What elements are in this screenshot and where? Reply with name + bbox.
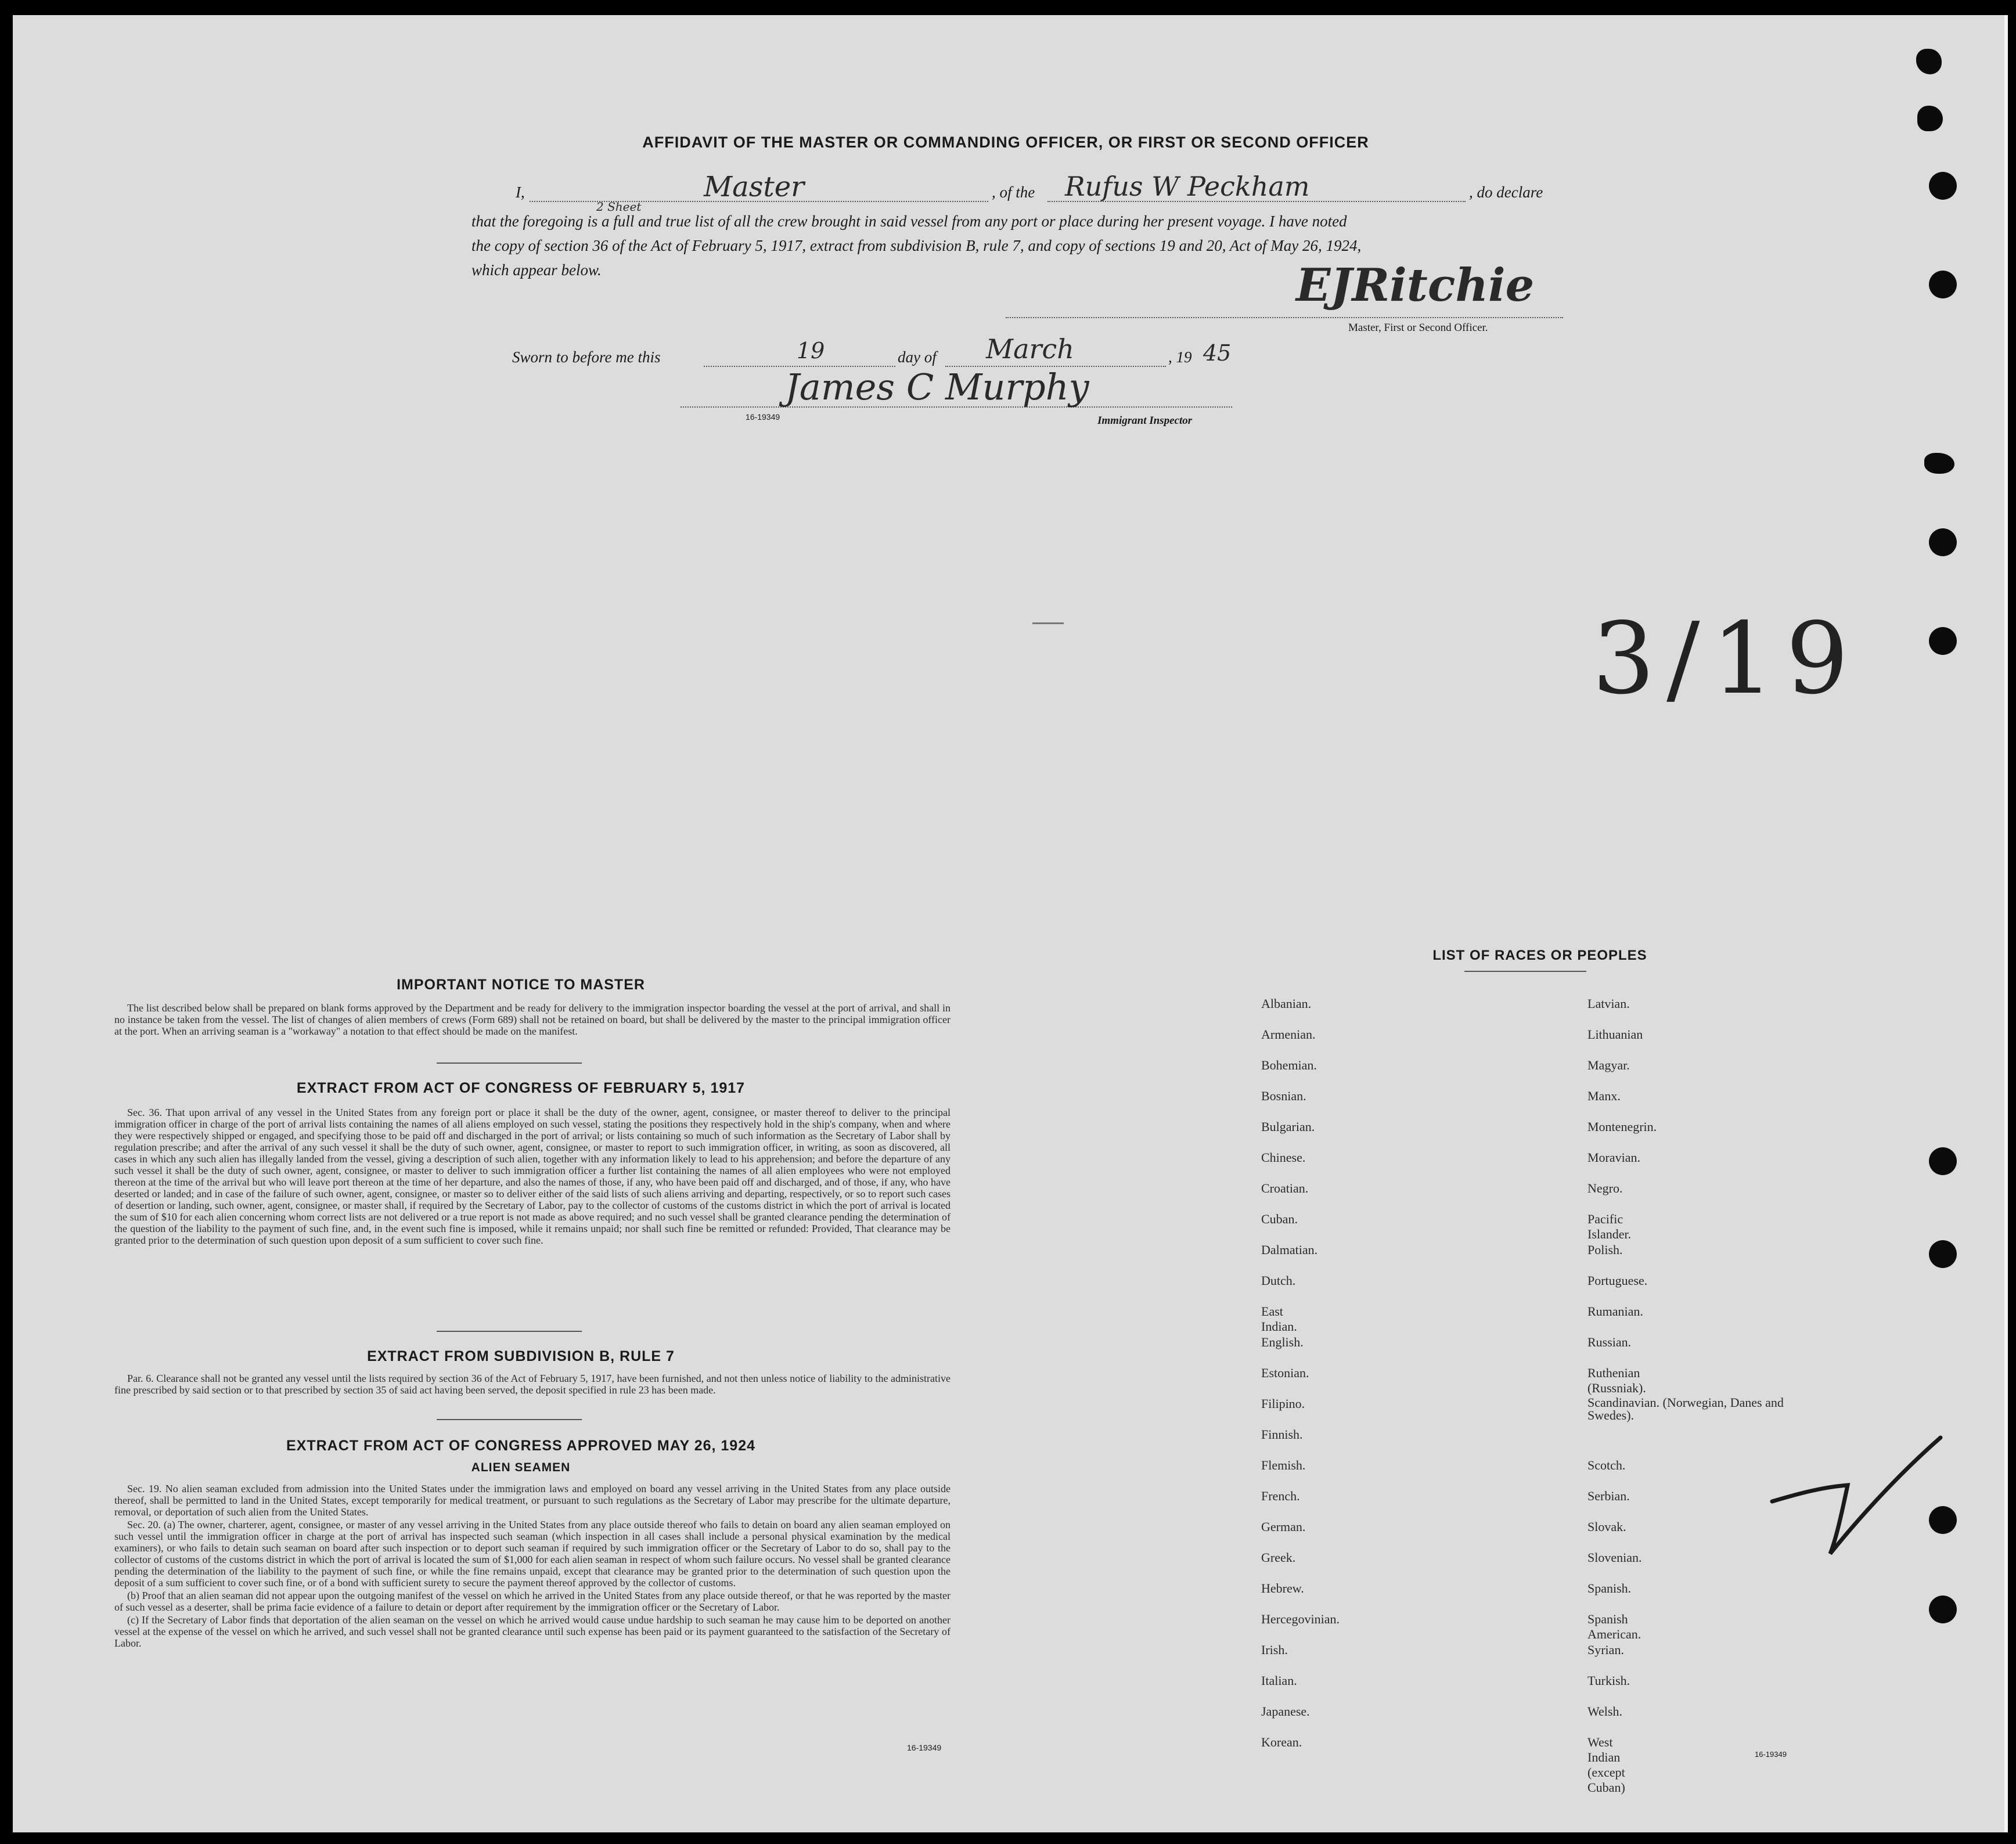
- race-item: Bosnian.: [1261, 1089, 1306, 1103]
- extract-1924-heading: EXTRACT FROM ACT OF CONGRESS APPROVED MAY 26, 1924: [286, 1438, 756, 1454]
- punch-hole: [1929, 172, 1957, 200]
- of-the-label: , of the: [992, 183, 1035, 201]
- race-item: Japanese.: [1261, 1704, 1310, 1719]
- punch-hole: [1929, 271, 1957, 298]
- punch-hole: [1929, 1240, 1957, 1268]
- sworn-day-value: 19: [797, 338, 825, 363]
- race-item: French.: [1261, 1489, 1300, 1503]
- race-item: Korean.: [1261, 1735, 1302, 1749]
- form-number-bottom-right: 16-19349: [1755, 1750, 1787, 1759]
- sworn-day-field[interactable]: [704, 338, 895, 367]
- divider: [437, 1063, 582, 1064]
- punch-hole: [1929, 1506, 1957, 1534]
- affidavit-body-line-1: that the foregoing is a full and true list of all the crew brought in said vessel from any port or place during her present voyage. I have noted: [471, 213, 1347, 230]
- sec20c-paragraph: (c) If the Secretary of Labor finds that deportation of the alien seaman on the vessel on which he arrived would cause undue hardship to such seaman he may cause him to be deported on another vessel at the expense of the vessel on which he arrived, and such vessel shall not be granted clearance until such expense has been paid or its payment guaranteed to the satisfaction of the Secretary of Labor.: [114, 1614, 951, 1649]
- race-item: Montenegrin.: [1587, 1119, 1657, 1134]
- race-item: Scandinavian. (Norwegian, Danes and Swedes).: [1587, 1395, 1784, 1422]
- race-item: East Indian.: [1261, 1304, 1297, 1334]
- race-item: Ruthenian (Russniak).: [1587, 1366, 1646, 1395]
- master-caption: Master, First or Second Officer.: [1348, 322, 1488, 334]
- affidavit-body-line-2: the copy of section 36 of the Act of February 5, 1917, extract from subdivision B, rule 7, and copy of sections 19 and 20, Act of May 26, 1924,: [471, 237, 1362, 254]
- stray-mark: [1032, 622, 1064, 624]
- race-item: Spanish American.: [1587, 1612, 1641, 1641]
- affidavit-title: AFFIDAVIT OF THE MASTER OR COMMANDING OFFICER, OR FIRST OR SECOND OFFICER: [642, 134, 1369, 151]
- race-item: Hebrew.: [1261, 1581, 1304, 1596]
- race-item: Pacific Islander.: [1587, 1212, 1632, 1241]
- day-of-label: day of: [898, 348, 937, 366]
- rule7-text: [114, 1373, 951, 1397]
- race-item: Latvian.: [1587, 996, 1630, 1011]
- race-item: German.: [1261, 1519, 1306, 1534]
- year-suffix: 45: [1203, 340, 1232, 366]
- extract-1917-text: [114, 1107, 951, 1247]
- extract-1917-heading: EXTRACT FROM ACT OF CONGRESS OF FEBRUARY 5, 1917: [296, 1080, 746, 1096]
- officer-title-value: Master: [704, 171, 805, 203]
- race-item: Russian.: [1587, 1335, 1632, 1349]
- sheet-annotation: 2 Sheet: [596, 200, 642, 214]
- punch-hole: [1929, 1147, 1957, 1175]
- race-item: Moravian.: [1587, 1150, 1641, 1165]
- race-item: Dutch.: [1261, 1273, 1296, 1288]
- race-item: Rumanian.: [1587, 1304, 1643, 1319]
- race-item: Welsh.: [1587, 1704, 1622, 1719]
- sec20a-paragraph: Sec. 20. (a) The owner, charterer, agent, consignee, or master of any vessel arriving in the United States from any place outside thereof who fails to detain on board any alien seaman employed on such vessel until the immigration officer in charge at the port of arrival has inspected such seaman (which inspection in all cases shall include a personal physical examination by the medical examiners), or who fails to detain such seaman on board after such inspection or to deport such seaman if required by such immigration officer or the Secretary of Labor to do so, shall pay to the collector of customs of the customs district in which the port of arrival is located the sum of $1,000 for each alien seaman in respect of whom such failure occurs. No vessel shall be granted clearance pending the determination of the liability to the payment of such fine, or while the fine remains unpaid, except that clearance may be granted prior to the determination of such question upon the deposit of a sum sufficient to cover such fine, or of a bond with sufficient surety to secure the payment thereof approved by the collector of customs.: [114, 1519, 951, 1589]
- race-item: Slovak.: [1587, 1519, 1626, 1534]
- vessel-name-value: Rufus W Peckham: [1065, 171, 1310, 202]
- divider: [437, 1331, 582, 1332]
- race-item: Greek.: [1261, 1550, 1296, 1565]
- race-item: Syrian.: [1587, 1643, 1624, 1657]
- race-item: Turkish.: [1587, 1673, 1630, 1688]
- sec19-paragraph: Sec. 19. No alien seaman excluded from admission into the United States under the immigration laws and employed on board any vessel arriving in the United States from any place outside thereof, shall be permitted to land in the United States, except temporarily for medical treatment, or pursuant to such regulations as the Secretary of Labor may prescribe for the ultimate departure, removal, or deportation of such alien from the United States.: [114, 1483, 951, 1518]
- race-item: Polish.: [1587, 1242, 1623, 1257]
- race-item: Hercegovinian.: [1261, 1612, 1340, 1626]
- divider: [1464, 971, 1586, 972]
- do-declare-label: , do declare: [1469, 183, 1543, 201]
- race-item: Dalmatian.: [1261, 1242, 1318, 1257]
- check-mark-icon: [1761, 1432, 1952, 1571]
- race-item: English.: [1261, 1335, 1304, 1349]
- form-number-top: 16-19349: [746, 412, 780, 422]
- extract-1917-paragraph: Sec. 36. That upon arrival of any vessel in the United States from any foreign port or place it shall be the duty of the owner, agent, consignee, or master thereof to deliver to the principal immigration officer in charge of the port of arrival lists containing the names of all aliens employed on such vessel, stating the positions they respectively hold in the ship's company, when and where they were respectively shipped or engaged, and specifying those to be paid off and discharged in the port of arrival; or lists containing so much of such information as the Secretary of Labor shall by regulation prescribe; and after the arrival of any such vessel it shall be the duty of such owner, agent, consignee, or master to report to such immigration officer, in writing, as soon as discovered, all cases in which any such alien has illegally landed from the vessel, giving a description of such alien, together with any information likely to lead to his apprehension; and before the departure of any such vessel it shall be the duty of such owner, agent, consignee, or master to deliver to such immigration officer a further list containing the names of all alien employees who were not employed thereon at the time of the arrival but who will leave port thereon at the time of her departure, and also the names of those, if any, who have been paid off and discharged, and of those, if any, who have deserted or landed; and in case of the failure of such owner, agent, consignee, or master so to deliver either of the said lists of such aliens arriving and departing, respectively, or so to report such cases of desertion or landing, such owner, agent, consignee, or master shall, if required by the Secretary of Labor, pay to the collector of customs of the customs district in which the port of arrival is located the sum of $10 for each alien concerning whom correct lists are not delivered or a true report is not made as above required; and no such vessel shall be granted clearance pending the determination of the question of the liability to the payment of such fine, and, in the event such fine is imposed, while it remains unpaid; nor shall such fine be remitted or refunded: Provided, That clearance may be granted prior to the determination of such question upon deposit of a sum sufficient to cover such fine.: [114, 1107, 951, 1246]
- master-signature-field[interactable]: [1006, 259, 1563, 318]
- race-item: Magyar.: [1587, 1058, 1630, 1072]
- race-item: Serbian.: [1587, 1489, 1630, 1503]
- race-item: Bohemian.: [1261, 1058, 1317, 1072]
- race-item: Italian.: [1261, 1673, 1297, 1688]
- race-item: Estonian.: [1261, 1366, 1309, 1380]
- punch-hole: [1916, 49, 1942, 74]
- notice-paragraph: The list described below shall be prepared on blank forms approved by the Department and be ready for delivery to the immigration inspector boarding the vessel at the port of arrival, and shall in no instance be taken from the vessel. The list of changes of alien members of crews (Form 689) shall not be retained on board, but shall be delivered by the master to the principal immigration officer at the port. When an arriving seaman is a "workaway" a notation to that effect should be made on the manifest.: [114, 1002, 951, 1037]
- race-item: West Indian (except Cuban): [1587, 1735, 1625, 1795]
- race-item: Portuguese.: [1587, 1273, 1648, 1288]
- race-item: Chinese.: [1261, 1150, 1306, 1165]
- race-item: Croatian.: [1261, 1181, 1309, 1195]
- punch-hole: [1924, 453, 1954, 474]
- race-item: Albanian.: [1261, 996, 1312, 1011]
- race-item: Negro.: [1587, 1181, 1623, 1195]
- sworn-month-value: March: [986, 333, 1074, 365]
- affidavit-body-line-3: which appear below.: [471, 261, 602, 279]
- inspector-caption: Immigrant Inspector: [1097, 415, 1193, 427]
- rule7-paragraph: Par. 6. Clearance shall not be granted any vessel until the lists required by section 36 of the Act of February 5, 1917, have been furnished, and not then unless notice of liability to the administrative fine prescribed by said section or to that prescribed by section 35 of said act having been served, the deposit specified in rule 23 has been made.: [114, 1373, 951, 1396]
- race-item: Lithuanian: [1587, 1027, 1643, 1042]
- i-label: I,: [516, 183, 525, 201]
- alien-seamen-subheading: ALIEN SEAMEN: [471, 1461, 571, 1474]
- inspector-signature-field[interactable]: [681, 366, 1232, 408]
- race-item: Irish.: [1261, 1643, 1288, 1657]
- master-signature: EJRitchie: [1296, 259, 1535, 312]
- races-heading: LIST OF RACES OR PEOPLES: [1432, 948, 1647, 963]
- race-item: Finnish.: [1261, 1427, 1303, 1442]
- year-prefix: , 19: [1168, 348, 1192, 366]
- form-number-bottom-left: 16-19349: [907, 1743, 942, 1752]
- divider: [437, 1419, 582, 1420]
- race-item: Bulgarian.: [1261, 1119, 1315, 1134]
- sworn-month-field[interactable]: [945, 333, 1166, 367]
- notice-heading: IMPORTANT NOTICE TO MASTER: [397, 977, 645, 993]
- race-item: Filipino.: [1261, 1396, 1305, 1411]
- punch-hole: [1929, 1596, 1957, 1623]
- document-page: [13, 15, 2008, 1832]
- race-item: Flemish.: [1261, 1458, 1306, 1472]
- sworn-label: Sworn to before me this: [512, 348, 661, 366]
- inspector-signature: James C Murphy: [785, 366, 1089, 408]
- punch-hole: [1929, 627, 1957, 655]
- vessel-name-field[interactable]: [1047, 171, 1466, 202]
- margin-note: 3/19: [1592, 602, 1860, 716]
- sec20b-paragraph: (b) Proof that an alien seaman did not appear upon the outgoing manifest of the vessel on which he arrived in the United States from any place outside thereof, or that he was reported by the master of such vessel as a deserter, shall be prima facie evidence of a failure to detain or deport after requirement by the immigration officer or the Secretary of Labor.: [114, 1590, 951, 1613]
- punch-hole: [1929, 528, 1957, 556]
- race-item: Manx.: [1587, 1089, 1621, 1103]
- punch-hole: [1917, 106, 1943, 131]
- race-item: Armenian.: [1261, 1027, 1316, 1042]
- race-item: Slovenian.: [1587, 1550, 1642, 1565]
- race-item: Cuban.: [1261, 1212, 1298, 1226]
- race-item: Spanish.: [1587, 1581, 1632, 1596]
- race-item: Scotch.: [1587, 1458, 1626, 1472]
- notice-text: [114, 1002, 951, 1038]
- rule7-heading: EXTRACT FROM SUBDIVISION B, RULE 7: [367, 1348, 675, 1364]
- extract-1924-text: [114, 1483, 951, 1650]
